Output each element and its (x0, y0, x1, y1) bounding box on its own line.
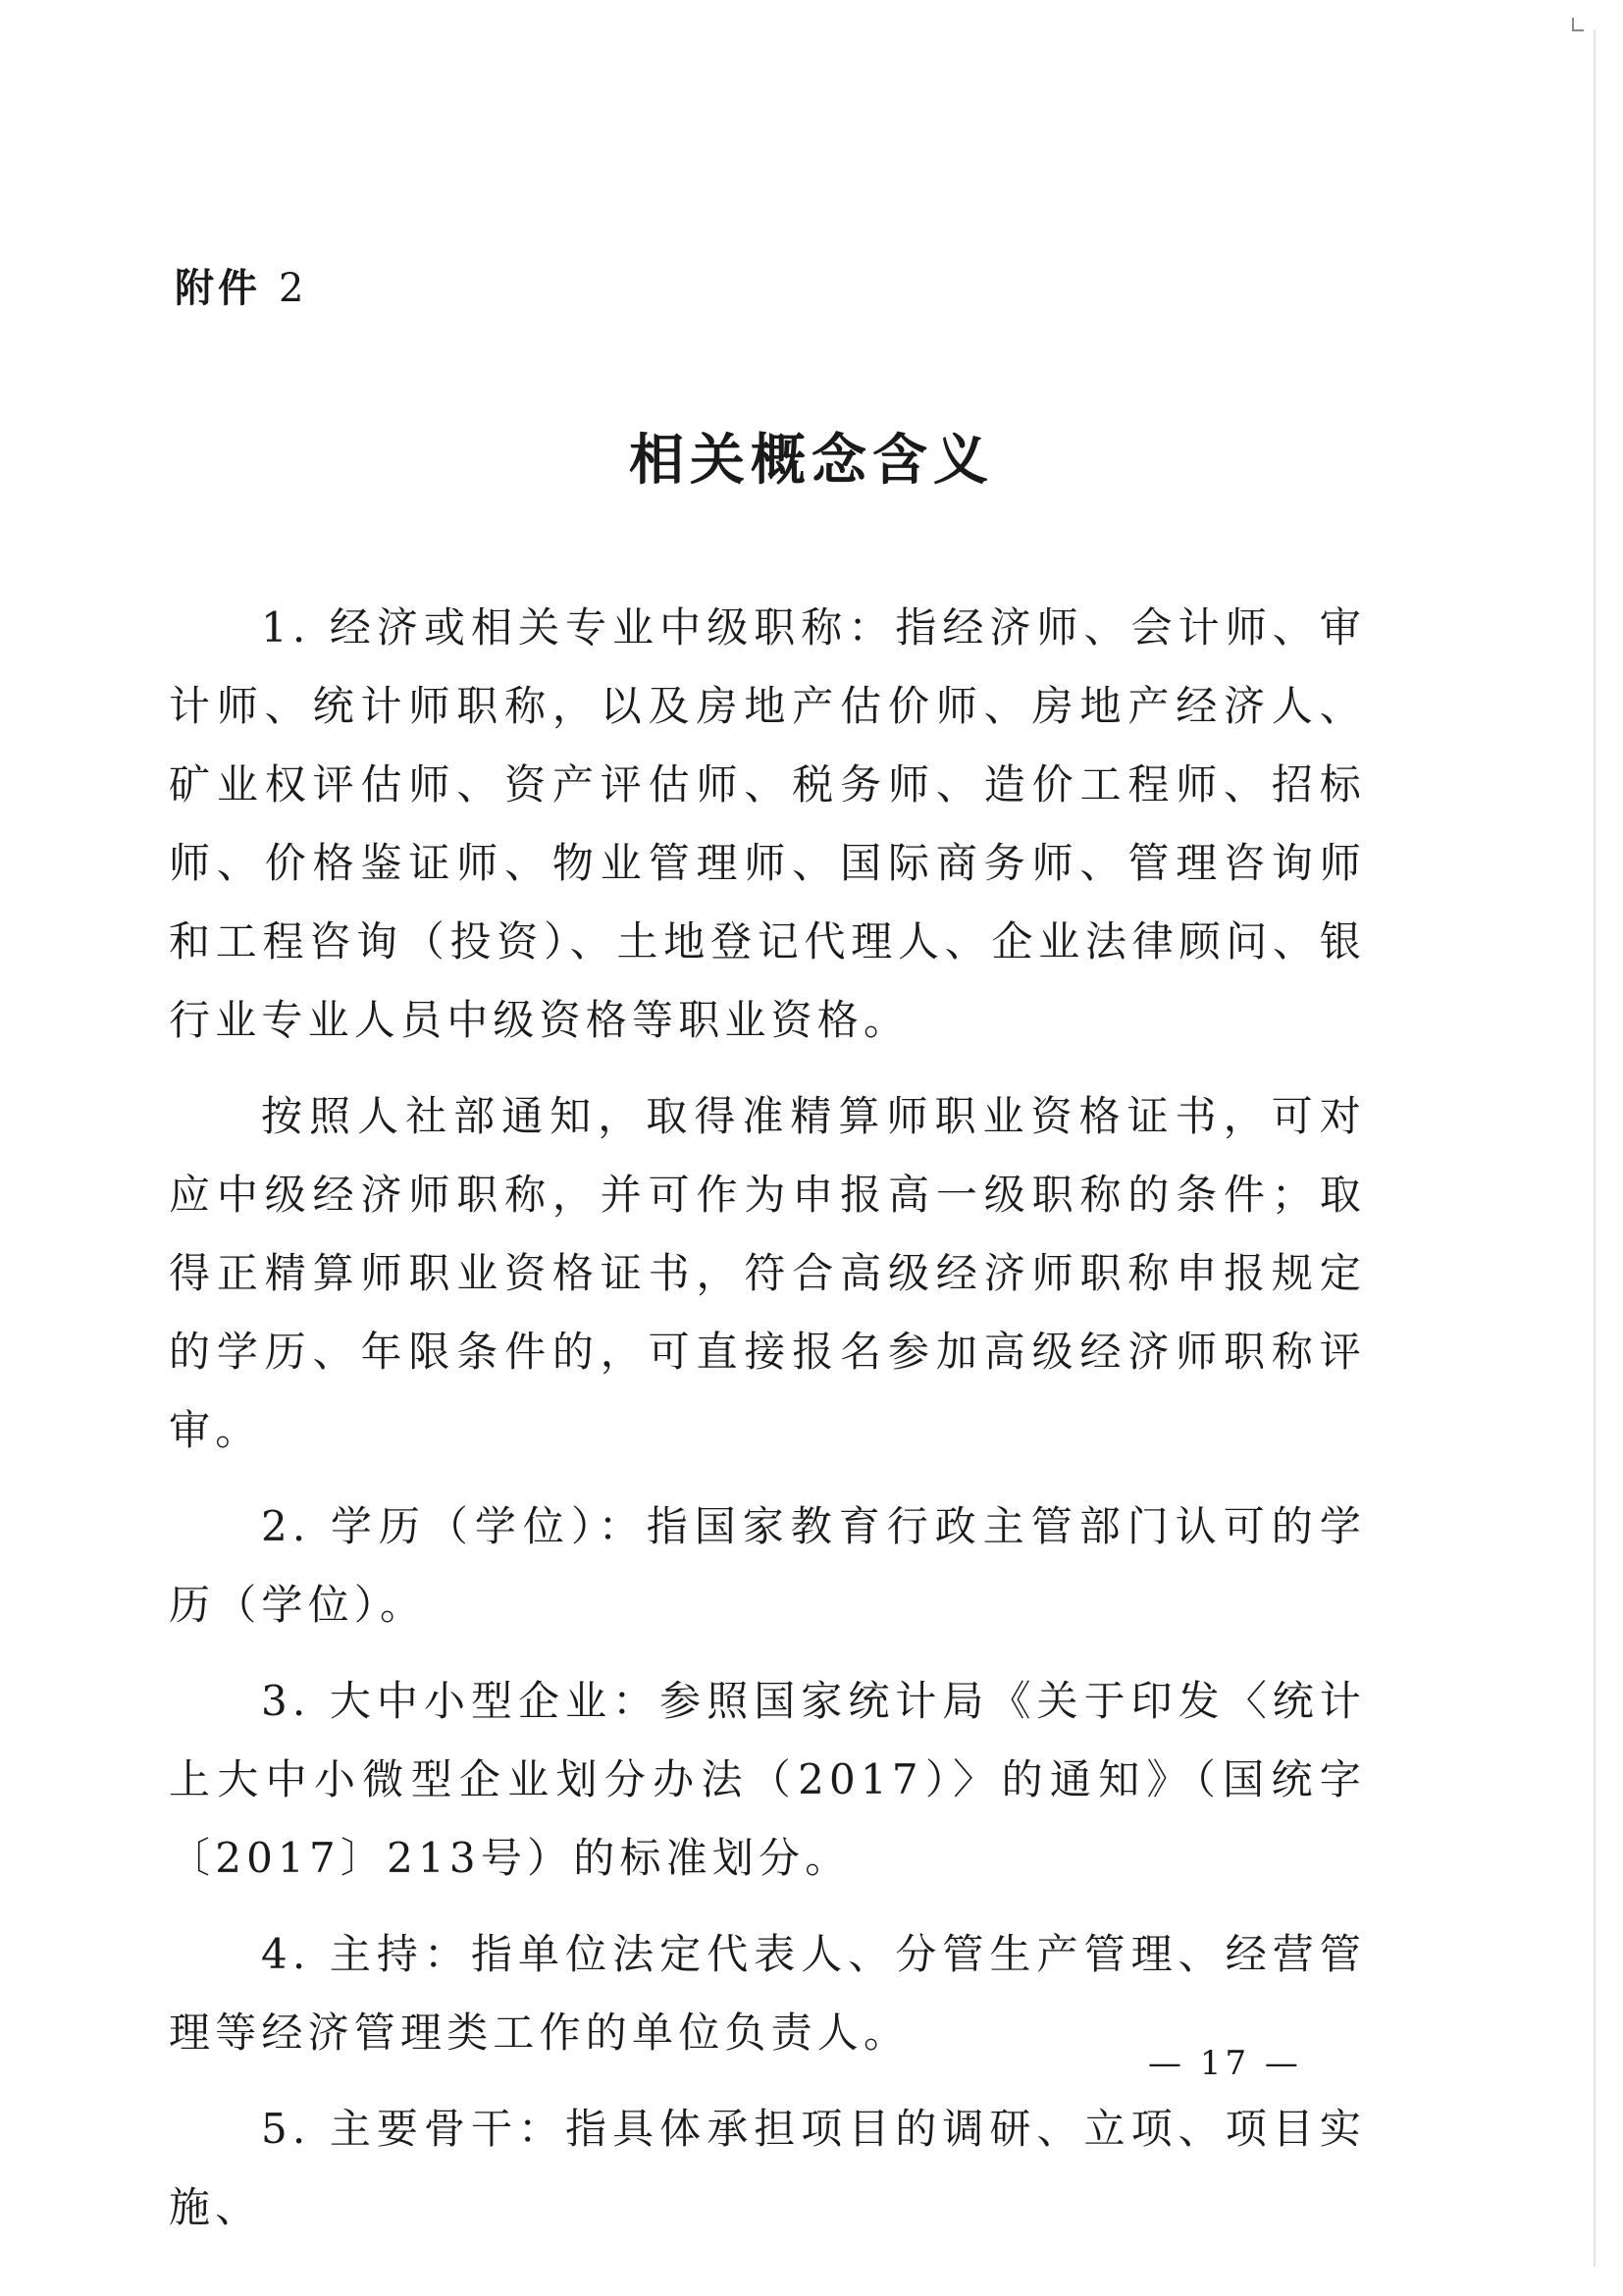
attachment-number: 2 (278, 266, 308, 311)
paragraph-3: 2. 学历（学位）：指国家教育行政主管部门认可的学历（学位）。 (169, 1502, 1366, 1629)
scan-edge-line (1594, 29, 1596, 2267)
paragraph-1: 1. 经济或相关专业中级职称：指经济师、会计师、审计师、统计师职称，以及房地产估价师、房地产经济人、矿业权评估师、资产评估师、税务师、造价工程师、招标师、价格鉴证师、物业管理师、国际商务师、管理咨询师和工程咨询（投资）、土地登记代理人、企业法律顾问、银行业专业人员中级资格等职业资格。 (169, 603, 1366, 1044)
document-body (169, 589, 1366, 2265)
scan-corner-mark (1572, 18, 1584, 31)
attachment-label (175, 257, 307, 313)
page-title: 相关概念含义 (629, 429, 994, 493)
paragraph-2: 按照人社部通知，取得准精算师职业资格证书，可对应中级经济师职称，并可作为申报高一级职称的条件；取得正精算师职业资格证书，符合高级经济师职称申报规定的学历、年限条件的，可直接报名参加高级经济师职称评审。 (169, 1092, 1366, 1454)
attachment-label-text: 附件 (175, 266, 261, 311)
paragraph-6: 5. 主要骨干：指具体承担项目的调研、立项、项目实施、 (169, 2105, 1366, 2231)
paragraph-5: 4. 主持：指单位法定代表人、分管生产管理、经营管理等经济管理类工作的单位负责人。 (169, 1930, 1366, 2057)
page-number: — 17 — (1148, 2044, 1302, 2083)
paragraph-4: 3. 大中小型企业：参照国家统计局《关于印发〈统计上大中小微型企业划分办法（2017）〉的通知》（国统字〔2017〕213号）的标准划分。 (169, 1677, 1366, 1882)
